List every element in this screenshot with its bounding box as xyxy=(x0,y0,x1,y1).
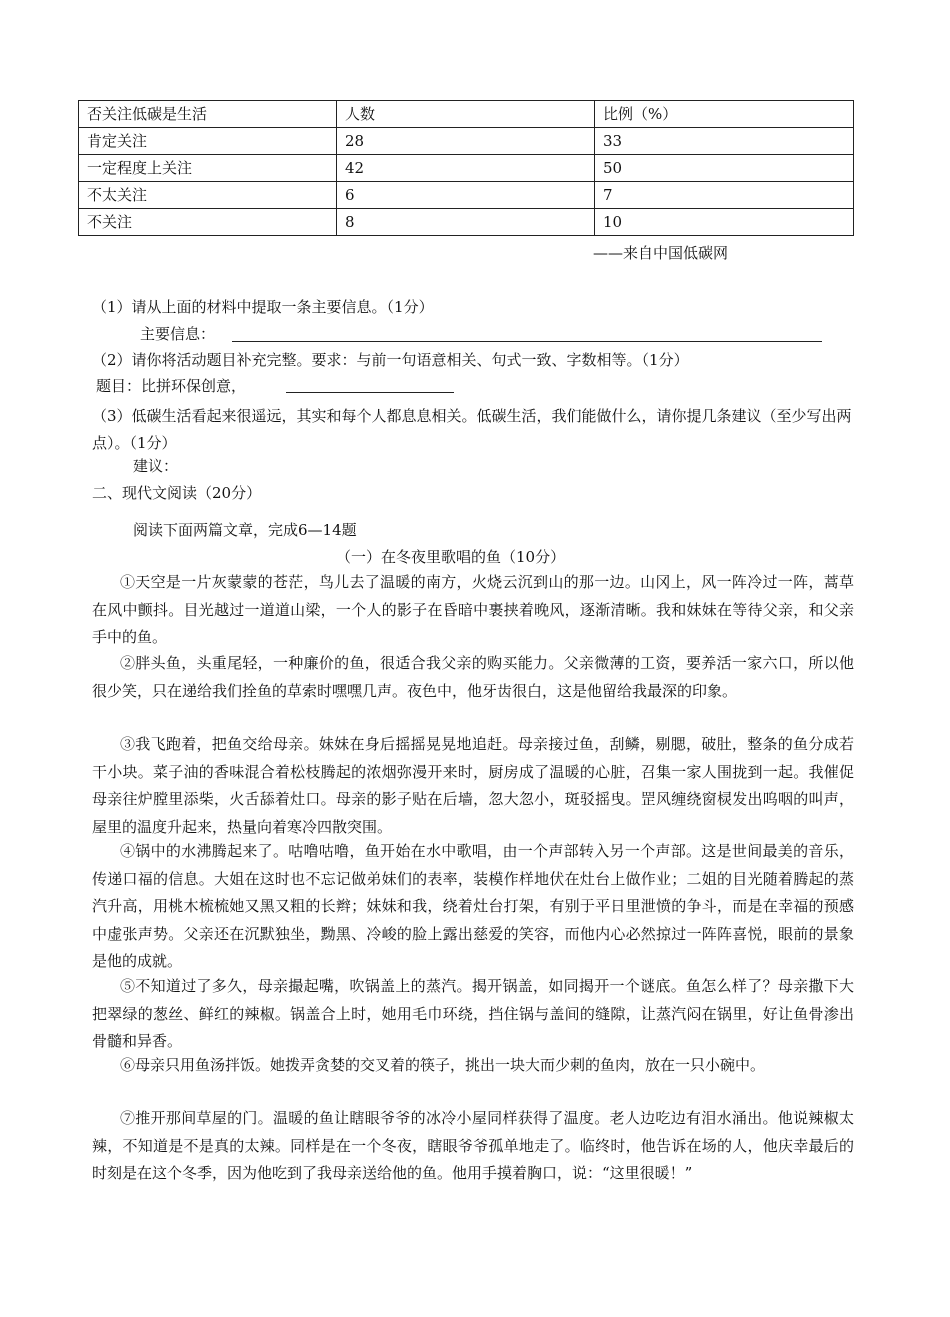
table-cell: 7 xyxy=(595,182,854,209)
activity-title-answer-line[interactable] xyxy=(286,392,454,393)
reading-instruction: 阅读下面两篇文章，完成6—14题 xyxy=(133,521,357,539)
table-cell: 一定程度上关注 xyxy=(79,155,337,182)
table-header-cell: 否关注低碳是生活 xyxy=(79,101,337,128)
table-cell: 50 xyxy=(595,155,854,182)
table-cell: 6 xyxy=(337,182,595,209)
article-paragraph: ⑤不知道过了多久，母亲撮起嘴，吹锅盖上的蒸汽。揭开锅盖，如同揭开一个谜底。鱼怎么样了？母亲撒下大把翠绿的葱丝、鲜红的辣椒。锅盖合上时，她用毛巾环绕，挡住锅与盖间的缝隙，让蒸汽闷在锅里，好让鱼骨渗出骨髓和异香。 xyxy=(92,977,854,1050)
article-title: （一）在冬夜里歌唱的鱼（10分） xyxy=(336,548,566,566)
table-header-cell: 比例（%） xyxy=(595,101,854,128)
main-info-answer-line[interactable] xyxy=(232,341,822,342)
article-paragraph: ⑦推开那间草屋的门。温暖的鱼让瞎眼爷爷的冰冷小屋同样获得了温度。老人边吃边有泪水涌出。他说辣椒太辣，不知道是不是真的太辣。同样是在一个冬夜，瞎眼爷爷孤单地走了。临终时，他告诉在场的人，他庆幸最后的时刻是在这个冬季，因为他吃到了我母亲送给他的鱼。他用手摸着胸口，说：“这里很暖！” xyxy=(92,1109,854,1182)
table-header-row xyxy=(79,101,854,128)
table-row xyxy=(79,182,854,209)
article-paragraph: ③我飞跑着，把鱼交给母亲。妹妹在身后摇摇晃晃地追赶。母亲接过鱼，刮鳞，剔腮，破肚，整条的鱼分成若干小块。菜子油的香味混合着松枝腾起的浓烟弥漫开来时，厨房成了温暖的心脏，召集一家人围拢到一起。我催促母亲往炉膛里添柴，火舌舔着灶口。母亲的影子贴在后墙，忽大忽小，斑驳摇曳。罡风缠绕窗棂发出呜咽的叫声，屋里的温度升起来，热量向着寒冷四散突围。 xyxy=(92,735,854,836)
question-3: （3）低碳生活看起来很遥远，其实和每个人都息息相关。低碳生活，我们能做什么，请你提几条建议（至少写出两点）。（1分） xyxy=(92,407,852,452)
question-1: （1）请从上面的材料中提取一条主要信息。（1分） xyxy=(92,298,434,316)
table-cell: 8 xyxy=(337,209,595,236)
table-cell: 肯定关注 xyxy=(79,128,337,155)
table-cell: 42 xyxy=(337,155,595,182)
article-paragraph: ①天空是一片灰蒙蒙的苍茫，鸟儿去了温暖的南方，火烧云沉到山的那一边。山冈上，风一阵冷过一阵，蒿草在风中颤抖。目光越过一道道山梁，一个人的影子在昏暗中裹挟着晚风，逐渐清晰。我和妹妹在等待父亲，和父亲手中的鱼。 xyxy=(92,573,854,646)
table-cell: 28 xyxy=(337,128,595,155)
activity-title-label: 题目：比拼环保创意， xyxy=(96,377,247,395)
question-2: （2）请你将活动题目补充完整。要求：与前一句语意相关、句式一致、字数相等。（1分） xyxy=(92,351,689,369)
table-cell: 不关注 xyxy=(79,209,337,236)
table-row xyxy=(79,209,854,236)
source-note: ——来自中国低碳网 xyxy=(593,244,729,262)
main-info-label: 主要信息： xyxy=(140,325,216,343)
table-cell: 33 xyxy=(595,128,854,155)
table-cell: 10 xyxy=(595,209,854,236)
survey-table xyxy=(78,100,854,236)
table-cell: 不太关注 xyxy=(79,182,337,209)
suggestion-label: 建议： xyxy=(133,457,179,475)
section-heading: 二、现代文阅读（20分） xyxy=(92,484,262,502)
article-paragraph: ②胖头鱼，头重尾轻，一种廉价的鱼，很适合我父亲的购买能力。父亲微薄的工资，要养活一家六口，所以他很少笑，只在递给我们拴鱼的草索时嘿嘿几声。夜色中，他牙齿很白，这是他留给我最深的印象。 xyxy=(92,654,854,700)
article-paragraph: ⑥母亲只用鱼汤拌饭。她拨弄贪婪的交叉着的筷子，挑出一块大而少刺的鱼肉，放在一只小碗中。 xyxy=(120,1056,766,1074)
table-header-cell: 人数 xyxy=(337,101,595,128)
table-row xyxy=(79,128,854,155)
table-row xyxy=(79,155,854,182)
article-paragraph: ④锅中的水沸腾起来了。咕噜咕噜，鱼开始在水中歌唱，由一个声部转入另一个声部。这是世间最美的音乐，传递口福的信息。大姐在这时也不忘记做弟妹们的表率，装模作样地伏在灶台上做作业；二姐的目光随着腾起的蒸汽升高，用桃木梳梳她又黑又粗的长辫；妹妹和我，绕着灶台打架，有别于平日里泄愤的争斗，而是在幸福的预感中虚张声势。父亲还在沉默独坐，黝黑、冷峻的脸上露出慈爱的笑容，而他内心必然掠过一阵阵喜悦，眼前的景象是他的成就。 xyxy=(92,842,854,970)
